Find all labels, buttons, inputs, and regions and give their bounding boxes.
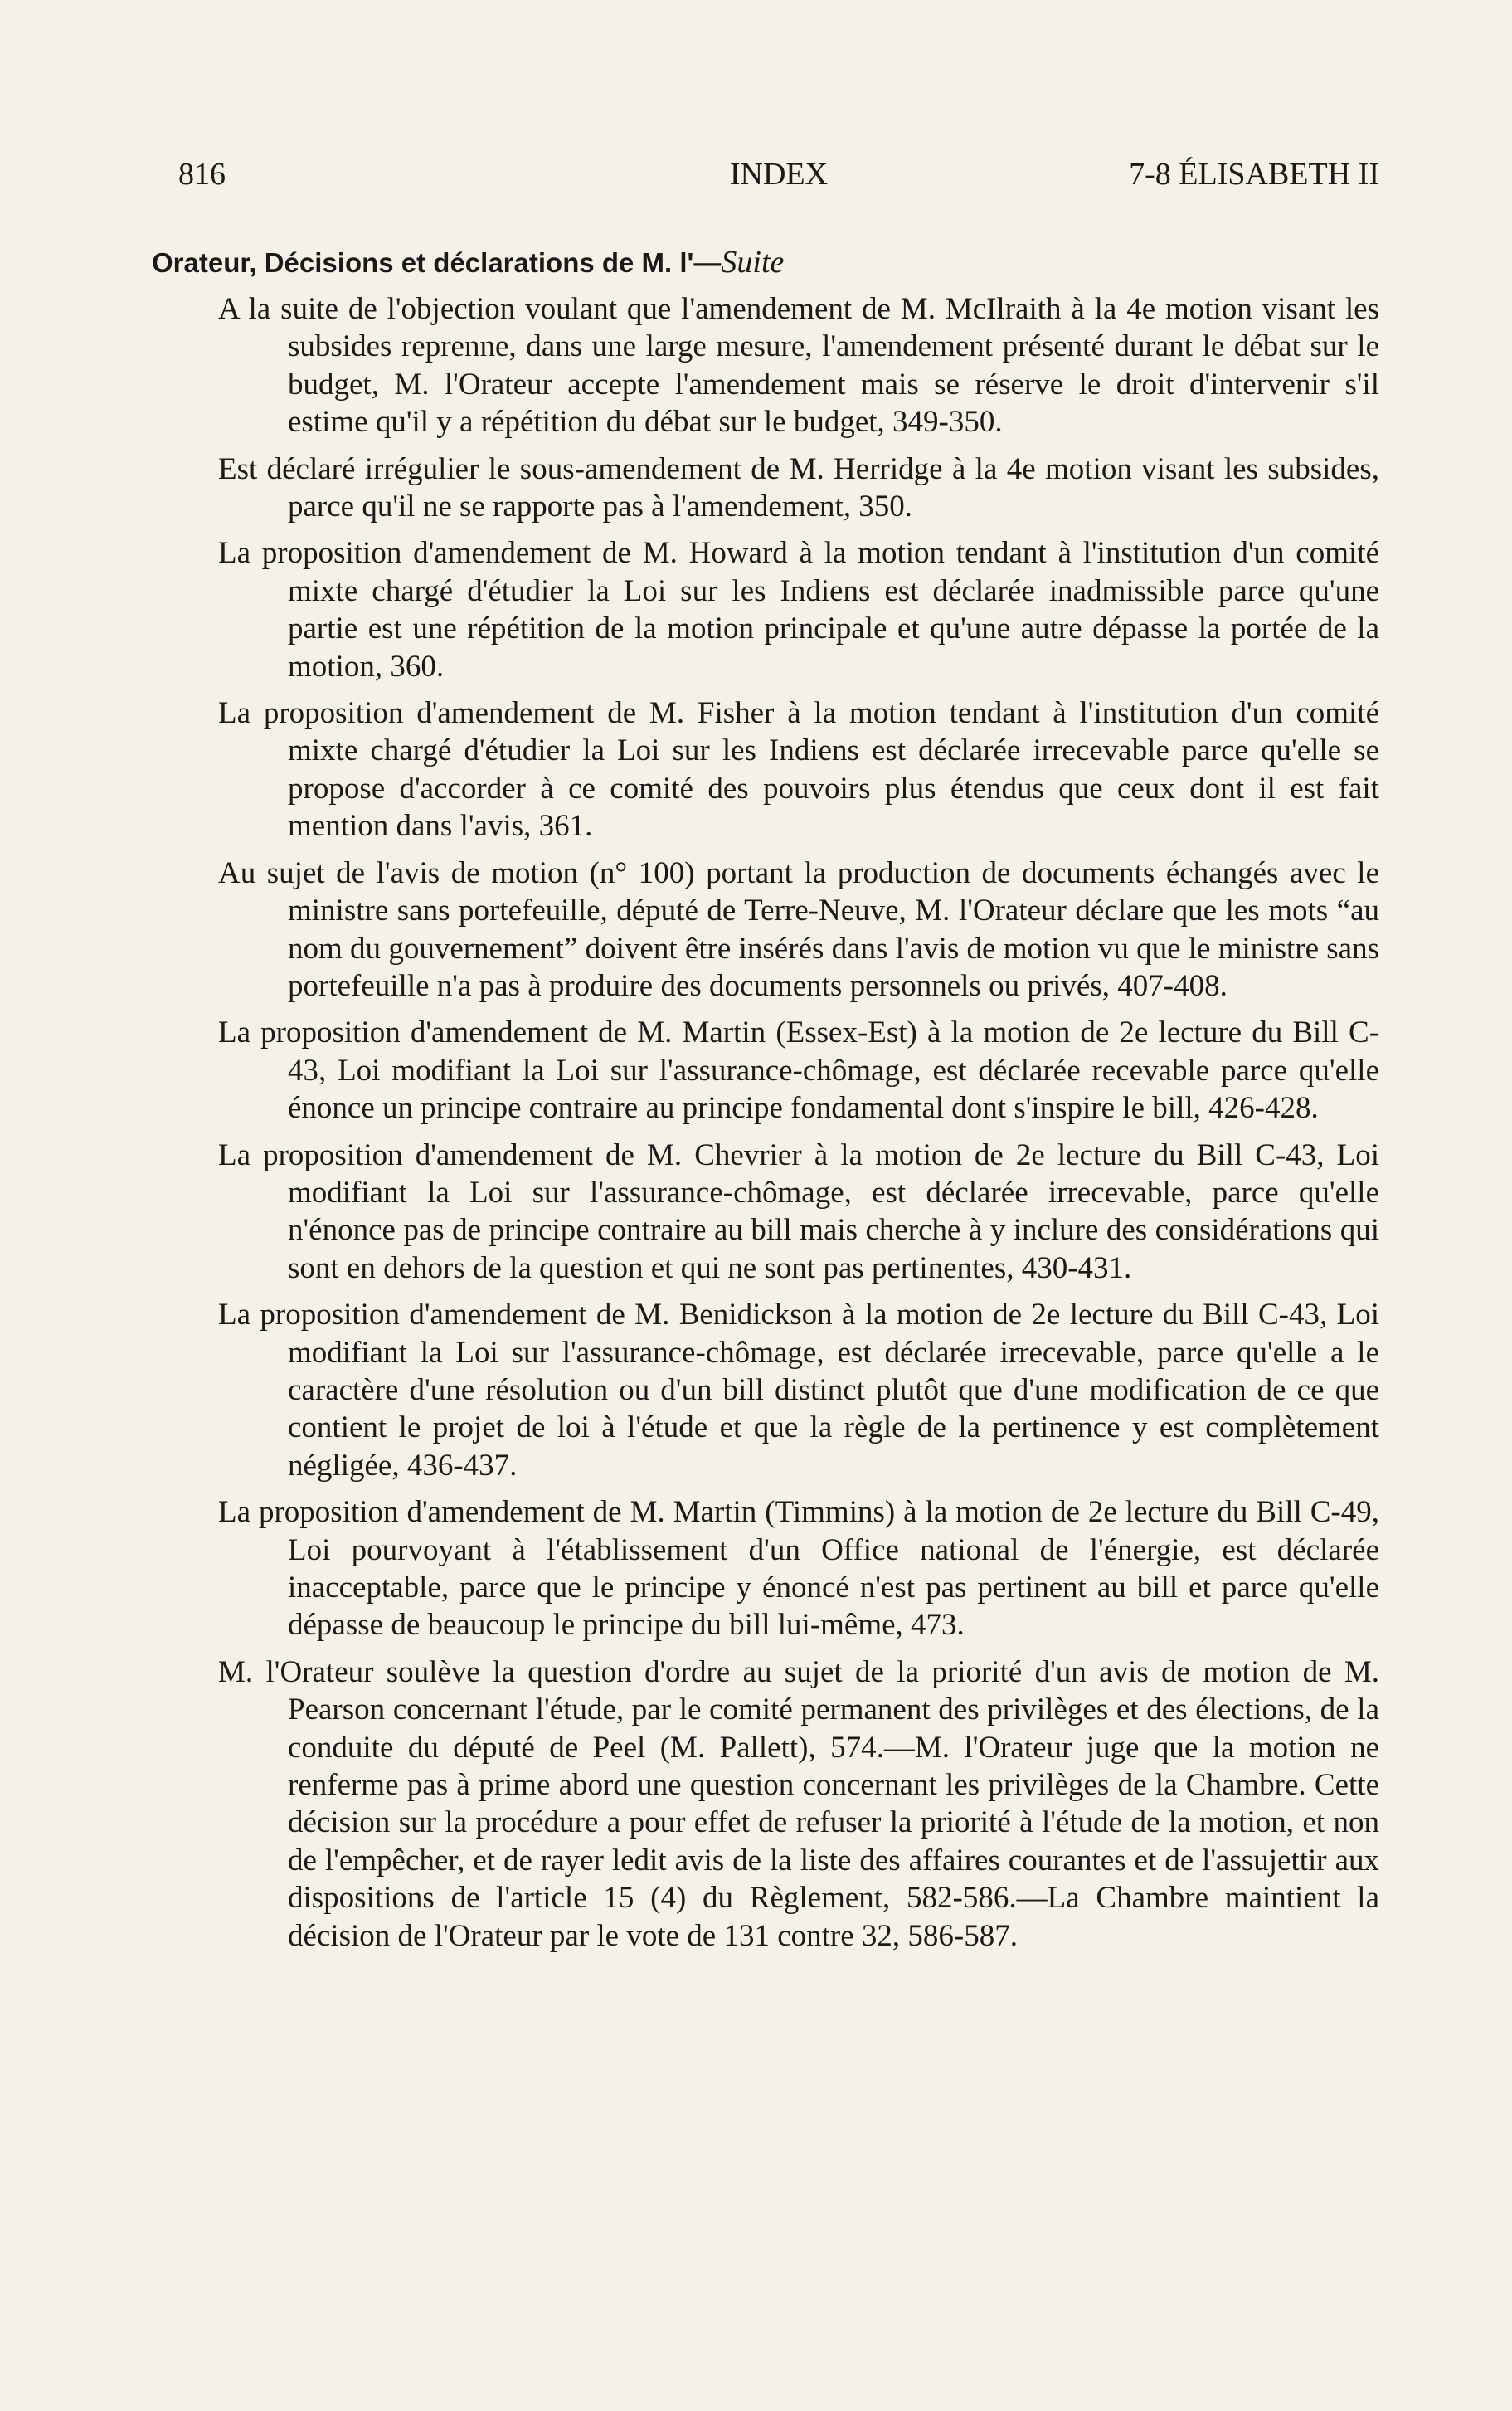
section-title: INDEX <box>729 157 829 192</box>
volume-title: 7-8 ÉLISABETH II <box>1129 157 1379 192</box>
index-entry: La proposition d'amendement de M. Benidickson à la motion de 2e lecture du Bill C-43, Loi modifiant la Loi sur l'assurance-chômage, est déclarée irrecevable, parce qu'elle a le caractère d'une résolution ou d'un bill distinct plutôt que d'une modification de ce que contient le projet de loi à l'étude et que la règle de la pertinence y est complètement négligée, 436-437. <box>218 1298 1379 1483</box>
entry-heading <box>152 241 784 285</box>
index-entry: Est déclaré irrégulier le sous-amendement de M. Herridge à la 4e motion visant les subsides, parce qu'il ne se rapporte pas à l'amendement, 350. <box>218 451 1379 524</box>
index-entries <box>218 290 1379 1964</box>
index-entry: La proposition d'amendement de M. Fisher à la motion tendant à l'institution d'un comité mixte chargé d'étudier la Loi sur les Indiens est déclarée irrecevable parce qu'elle se propose d'accorder à ce comité des pouvoirs plus étendus que ceux dont il est fait mention dans l'avis, 361. <box>218 696 1379 844</box>
index-entry: La proposition d'amendement de M. Howard à la motion tendant à l'institution d'un comité mixte chargé d'étudier la Loi sur les Indiens est déclarée inadmissible parce qu'une partie est une répétition de la motion principale et qu'une autre dépasse la portée de la motion, 360. <box>218 536 1379 684</box>
index-entry: A la suite de l'objection voulant que l'amendement de M. McIlraith à la 4e motion visant les subsides reprenne, dans une large mesure, l'amendement présenté durant le débat sur le budget, M. l'Orateur accepte l'amendement mais se réserve le droit d'intervenir s'il estime qu'il y a répétition du débat sur le budget, 349-350. <box>218 292 1379 440</box>
index-entry: La proposition d'amendement de M. Chevrier à la motion de 2e lecture du Bill C-43, Loi modifiant la Loi sur l'assurance-chômage, est déclarée irrecevable, parce qu'elle n'énonce pas de principe contraire au bill mais cherche à y inclure des considérations qui sont en dehors de la question et qui ne sont pas pertinentes, 430-431. <box>218 1137 1379 1285</box>
index-entry: M. l'Orateur soulève la question d'ordre au sujet de la priorité d'un avis de motion de M. Pearson concernant l'étude, par le comité permanent des privilèges et des élections, de la conduite du député de Peel (M. Pallett), 574.—M. l'Orateur juge que la motion ne renferme pas à prime abord une question concernant les privilèges de la Chambre. Cette décision sur la procédure a pour effet de refuser la priorité à l'étude de la motion, et non de l'empêcher, et de rayer ledit avis de la liste des affaires courantes et de l'assujettir aux dispositions de l'article 15 (4) du Règlement, 582-586.—La Chambre maintient la décision de l'Orateur par le vote de 131 contre 32, 586-587. <box>218 1654 1379 1953</box>
index-entry: Au sujet de l'avis de motion (n° 100) portant la production de documents échangés avec le ministre sans portefeuille, député de Terre-Neuve, M. l'Orateur déclare que les mots “au nom du gouvernement” doivent être insérés dans l'avis de motion vu que le ministre sans portefeuille n'a pas à produire des documents personnels ou privés, 407-408. <box>218 855 1379 1003</box>
running-head <box>178 149 1379 199</box>
page-number: 816 <box>178 157 226 192</box>
entry-heading-suite: Suite <box>721 245 785 280</box>
index-entry: La proposition d'amendement de M. Martin (Timmins) à la motion de 2e lecture du Bill C-49, Loi pourvoyant à l'établissement d'un Office national de l'énergie, est déclarée inacceptable, parce que le principe y énoncé n'est pas pertinent au bill et parce qu'elle dépasse de beaucoup le principe du bill lui-même, 473. <box>218 1495 1379 1643</box>
index-entry: La proposition d'amendement de M. Martin (Essex-Est) à la motion de 2e lecture du Bill C-43, Loi modifiant la Loi sur l'assurance-chômage, est déclarée recevable parce qu'elle énonce un principe contraire au principe fondamental dont s'inspire le bill, 426-428. <box>218 1016 1379 1126</box>
entry-heading-label: Orateur, Décisions et déclarations de M. l'— <box>152 247 722 278</box>
